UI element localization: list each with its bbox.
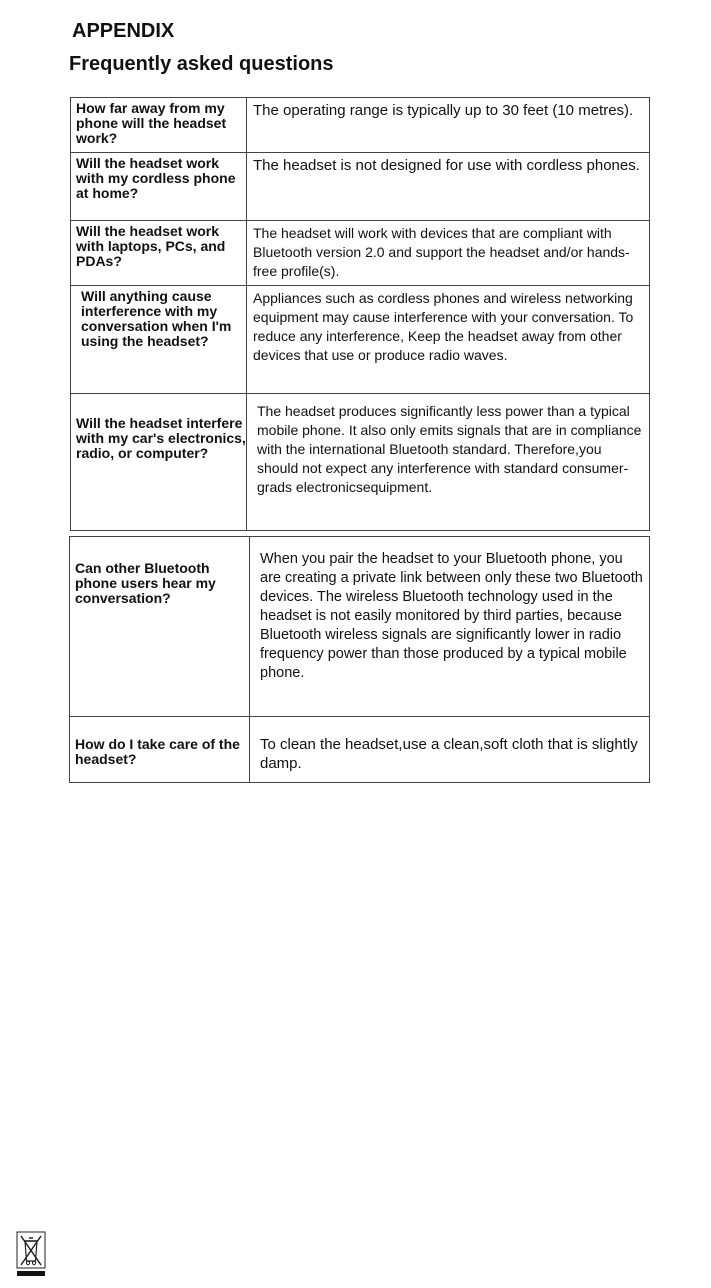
faq-row bbox=[71, 286, 649, 394]
faq-question: How do I take care of the headset? bbox=[75, 736, 240, 767]
weee-disposal-icon bbox=[16, 1231, 46, 1277]
faq-question: Will the headset work with laptops, PCs, and PDAs? bbox=[76, 223, 226, 269]
faq-answer: To clean the headset,use a clean,soft cloth that is slightly damp. bbox=[260, 736, 638, 772]
appendix-heading: APPENDIX bbox=[72, 20, 175, 42]
faq-question: How far away from my phone will the headset work? bbox=[76, 100, 227, 146]
faq-question: Can other Bluetooth phone users hear my conversation? bbox=[75, 560, 216, 606]
faq-question: Will the headset work with my cordless phone at home? bbox=[76, 155, 236, 201]
faq-table-top bbox=[70, 97, 650, 531]
faq-answer: The headset produces significantly less power than a typical mobile phone. It also only emits signals that are in compliance with the international Bluetooth standard. Therefore,you should not expect any interference with standard consumer-grads electronicsequipment. bbox=[257, 403, 642, 495]
faq-answer: The operating range is typically up to 30 feet (10 metres). bbox=[253, 102, 634, 119]
faq-row bbox=[70, 717, 649, 784]
faq-row bbox=[71, 153, 649, 221]
faq-answer: The headset is not designed for use with cordless phones. bbox=[253, 157, 640, 174]
faq-row bbox=[70, 537, 649, 717]
faq-subheading: Frequently asked questions bbox=[69, 53, 334, 75]
faq-table-bottom bbox=[69, 536, 650, 783]
faq-answer: When you pair the headset to your Bluetooth phone, you are creating a private link between only these two Bluetooth devices. The wireless Bluetooth technology used in the headset is not easily monitored by third parties, because Bluetooth wireless signals are significantly lower in radio frequency power than those produced by a typical mobile phone. bbox=[260, 551, 643, 681]
faq-answer: Appliances such as cordless phones and wireless networking equipment may cause interference with your conversation. To reduce any interference, Keep the headset away from other devices that use or produce radio waves. bbox=[253, 290, 634, 363]
faq-question: Will anything cause interference with my conversation when I'm using the headset? bbox=[81, 288, 232, 349]
faq-row bbox=[71, 98, 649, 153]
faq-answer: The headset will work with devices that are compliant with Bluetooth version 2.0 and support the headset and/or hands-free profile(s). bbox=[253, 225, 630, 279]
faq-row bbox=[71, 221, 649, 286]
faq-question: Will the headset interfere with my car's electronics, radio, or computer? bbox=[76, 415, 246, 461]
faq-row bbox=[71, 394, 649, 532]
